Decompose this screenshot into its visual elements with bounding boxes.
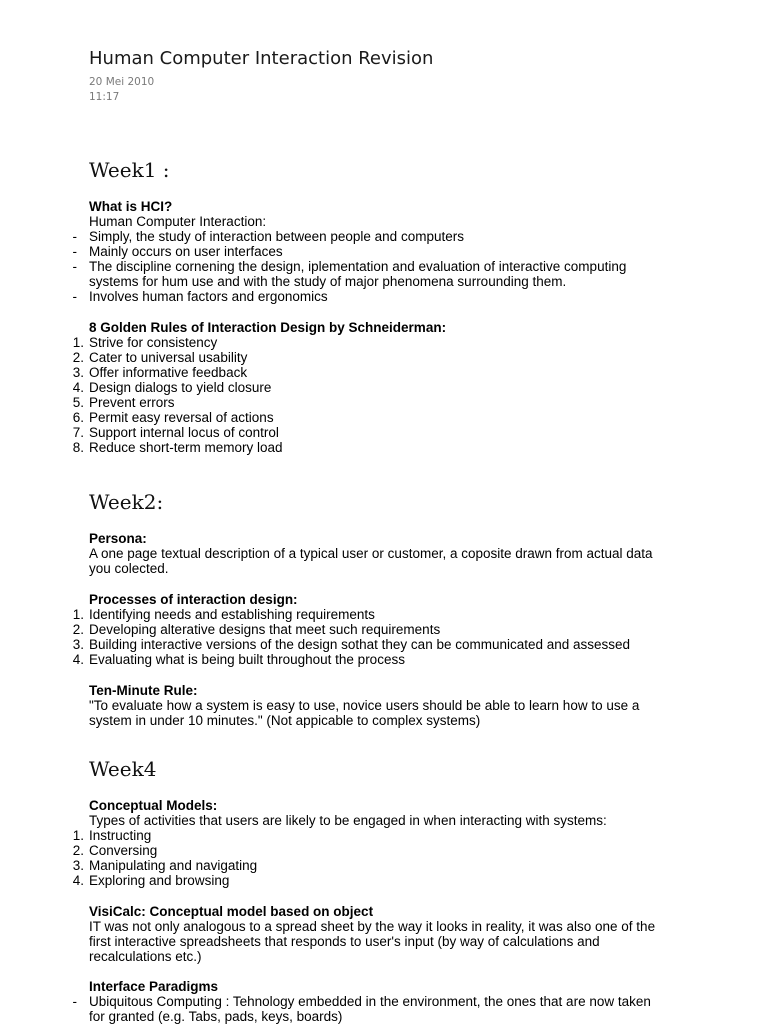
list-item-text: Strive for consistency: [89, 335, 218, 350]
paragraph-line: first interactive spreadsheets that responds to user's input (by way of calculations and: [89, 934, 600, 949]
paragraph-line: system in under 10 minutes." (Not appicable to complex systems): [89, 713, 481, 728]
list-number: 2.: [72, 843, 84, 858]
list-number: 3.: [72, 858, 84, 873]
paragraph-line: IT was not only analogous to a spread sheet by the way it looks in reality, it was also one of the: [89, 919, 656, 934]
hci-section: [0, 199, 768, 304]
list-number: 3.: [72, 365, 84, 380]
bullet-marker: -: [72, 994, 77, 1009]
list-item: [0, 425, 768, 440]
processes-section: [0, 592, 768, 667]
visicalc-title: VisiCalc: Conceptual model based on object: [89, 904, 374, 919]
list-item-text: Exploring and browsing: [89, 873, 230, 888]
persona-title: Persona:: [89, 531, 147, 546]
list-item: [0, 652, 768, 667]
bullet-marker: -: [72, 289, 77, 304]
conceptual-models-title: Conceptual Models:: [89, 798, 218, 813]
ten-minute-rule-section: [0, 683, 768, 728]
list-number: 4.: [72, 380, 84, 395]
list-number: 3.: [72, 637, 84, 652]
list-number: 2.: [72, 350, 84, 365]
bullet-marker: -: [72, 259, 77, 274]
paragraph-line: you colected.: [89, 561, 169, 576]
list-item: [0, 622, 768, 637]
list-number: 1.: [72, 828, 84, 843]
list-item: [0, 607, 768, 622]
note-date: 20 Mei 2010: [89, 76, 155, 88]
list-item-text: Ubiquitous Computing : Tehnology embedded in the environment, the ones that are now taken: [89, 994, 651, 1009]
list-item-text: Identifying needs and establishing requirements: [89, 607, 375, 622]
week4-heading: Week4: [89, 757, 157, 781]
week1-heading: Week1 :: [89, 158, 170, 182]
list-item-text: Mainly occurs on user interfaces: [89, 244, 283, 259]
hci-title: What is HCI?: [89, 199, 173, 214]
list-item-text: Design dialogs to yield closure: [89, 380, 272, 395]
bullet-marker: -: [72, 244, 77, 259]
list-item-text: Developing alterative designs that meet such requirements: [89, 622, 441, 637]
list-item: [0, 259, 768, 274]
golden-rules-section: [0, 320, 768, 455]
note-time: 11:17: [89, 91, 120, 103]
list-number: 1.: [72, 335, 84, 350]
list-item: [0, 244, 768, 259]
interface-paradigms-section: [0, 979, 768, 1024]
list-item: [0, 410, 768, 425]
list-item: [0, 843, 768, 858]
processes-title: Processes of interaction design:: [89, 592, 298, 607]
list-item-text: The discipline cornening the design, iplementation and evaluation of interactive computing: [89, 259, 627, 274]
list-item: [0, 828, 768, 843]
conceptual-models-section: [0, 798, 768, 888]
list-number: 7.: [72, 425, 84, 440]
paragraph-line: Types of activities that users are likely to be engaged in when interacting with systems:: [89, 813, 607, 828]
list-item: [0, 440, 768, 455]
list-item-continuation: systems for hum use and with the study of major phenomena surrounding them.: [89, 274, 567, 289]
list-number: 1.: [72, 607, 84, 622]
paragraph-line: "To evaluate how a system is easy to use, novice users should be able to learn how to use a: [89, 698, 640, 713]
list-item: [0, 994, 768, 1009]
page-title: Human Computer Interaction Revision: [89, 48, 434, 69]
list-item-text: Involves human factors and ergonomics: [89, 289, 328, 304]
list-item: [0, 380, 768, 395]
list-item: [0, 335, 768, 350]
visicalc-section: [0, 904, 768, 964]
list-item-text: Instructing: [89, 828, 152, 843]
list-number: 8.: [72, 440, 84, 455]
list-item: [0, 289, 768, 304]
golden-rules-title: 8 Golden Rules of Interaction Design by Schneiderman:: [89, 320, 447, 335]
list-number: 4.: [72, 873, 84, 888]
list-number: 5.: [72, 395, 84, 410]
list-item-text: Support internal locus of control: [89, 425, 279, 440]
hci-intro: Human Computer Interaction:: [89, 214, 267, 229]
list-number: 2.: [72, 622, 84, 637]
list-item-text: Offer informative feedback: [89, 365, 248, 380]
interface-paradigms-title: Interface Paradigms: [89, 979, 219, 994]
list-item: [0, 350, 768, 365]
list-item: [0, 637, 768, 652]
list-item-text: Manipulating and navigating: [89, 858, 258, 873]
week2-heading: Week2:: [89, 490, 164, 514]
list-item: [0, 873, 768, 888]
bullet-marker: -: [72, 229, 77, 244]
paragraph-line: recalculations etc.): [89, 949, 202, 964]
list-item-continuation: for granted (e.g. Tabs, pads, keys, boards): [89, 1009, 343, 1024]
list-item-text: Cater to universal usability: [89, 350, 248, 365]
persona-section: [0, 531, 768, 576]
list-item-text: Evaluating what is being built throughout the process: [89, 652, 405, 667]
list-item: [0, 395, 768, 410]
list-item-text: Prevent errors: [89, 395, 175, 410]
paragraph-line: A one page textual description of a typical user or customer, a coposite drawn from actual data: [89, 546, 653, 561]
list-item: [0, 365, 768, 380]
ten-minute-rule-title: Ten-Minute Rule:: [89, 683, 198, 698]
list-item-text: Conversing: [89, 843, 158, 858]
list-item-text: Simply, the study of interaction between people and computers: [89, 229, 464, 244]
list-number: 4.: [72, 652, 84, 667]
list-item-text: Permit easy reversal of actions: [89, 410, 274, 425]
list-item-text: Building interactive versions of the design sothat they can be communicated and assessed: [89, 637, 631, 652]
list-item-text: Reduce short-term memory load: [89, 440, 283, 455]
list-item: [0, 858, 768, 873]
list-number: 6.: [72, 410, 84, 425]
list-item: [0, 229, 768, 244]
